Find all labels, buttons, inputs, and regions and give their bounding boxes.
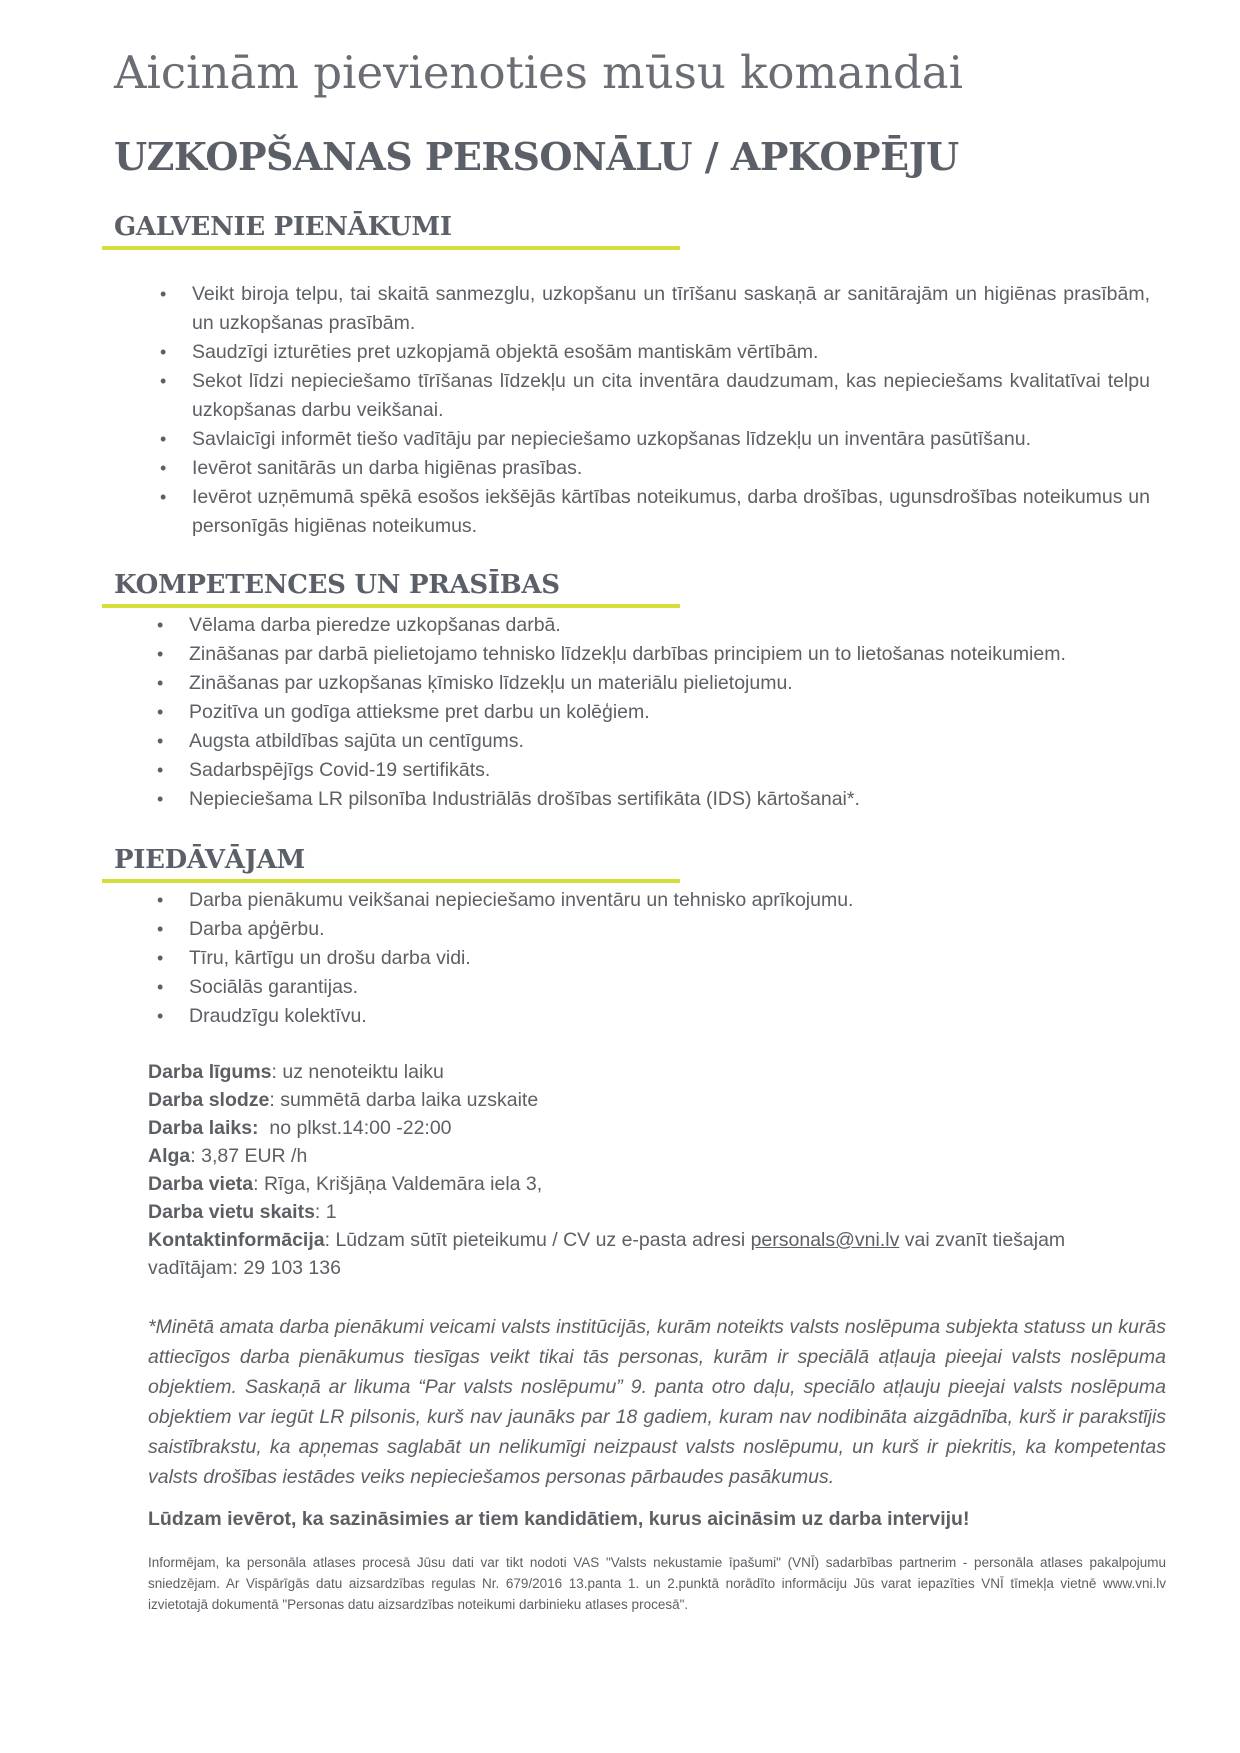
list-item: • Savlaicīgi informēt tiešo vadītāju par nepieciešamo uzkopšanas līdzekļu un inventāra pasūtīšanu. <box>192 425 1150 454</box>
bullet-icon: • <box>160 429 167 449</box>
duties-list <box>160 280 1150 541</box>
list-item: • Darba apģērbu. <box>189 915 1169 944</box>
list-item: • Darba pienākumu veikšanai nepieciešamo inventāru un tehnisko aprīkojumu. <box>189 886 1169 915</box>
bullet-icon: • <box>160 458 167 478</box>
section-divider <box>102 879 680 883</box>
bullet-icon: • <box>157 760 164 780</box>
bullet-icon: • <box>160 371 167 391</box>
footnote: *Minētā amata darba pienākumi veicami valsts institūcijās, kurām noteikts valsts noslēpuma subjekta statuss un kurās attiecīgos darba pienākumus tiesīgas veikt tikai tās personas, kurām ir speciālā atļauja pieejai valsts noslēpuma objektiem. Saskaņā ar likuma “Par valsts noslēpumu” 9. panta otro daļu, speciālo atļauju pieejai valsts noslēpuma objektiem var iegūt LR pilsonis, kurš nav jaunāks par 18 gadiem, kuram nav nodibināta aizgādnība, kurš ir parakstījis saistībrakstu, ka apņemas saglabāt un nelikumīgi neizpaust valsts noslēpumu, un kurš ir piekritis, ka kompetentas valsts drošības iestādes veiks nepieciešamos personas pārbaudes pasākumus. <box>148 1316 1166 1488</box>
bullet-icon: • <box>157 644 164 664</box>
list-item: • Tīru, kārtīgu un drošu darba vidi. <box>189 944 1169 973</box>
list-item: • Ievērot sanitārās un darba higiēnas prasības. <box>192 454 1150 483</box>
list-item: • Sekot līdzi nepieciešamo tīrīšanas līdzekļu un cita inventāra daudzumam, kas nepieciešams kvalitatīvai telpu uzkopšanas darbu veikšanai. <box>192 367 1150 425</box>
detail-place: Darba vieta: Rīga, Krišjāņa Valdemāra iela 3, <box>148 1173 543 1195</box>
bullet-icon: • <box>157 890 164 910</box>
gdpr-notice: Informējam, ka personāla atlases procesā Jūsu dati var tikt nodoti VAS "Valsts nekustamie īpašumi" (VNĪ) sadarbības partnerim - personāla atlases pakalpojumu sniedzējam. Ar Vispārīgās datu aizsardzības regulas Nr. 679/2016 13.panta 1. un 2.punktā norādīto informāciju Jūs varat iepazīties VNĪ tīmekļa vietnē www.vni.lv izvietotajā dokumentā "Personas datu aizsardzības noteikumi darbinieku atlases procesā". <box>148 1555 1166 1612</box>
section-title-requirements: KOMPETENCES UN PRASĪBAS <box>114 570 560 600</box>
detail-contract: Darba līgums: uz nenoteiktu laiku <box>148 1061 444 1083</box>
detail-load: Darba slodze: summētā darba laika uzskaite <box>148 1089 539 1111</box>
detail-hours: Darba laiks: no plkst.14:00 -22:00 <box>148 1117 452 1139</box>
email-link[interactable]: personals@vni.lv <box>750 1229 900 1251</box>
bullet-icon: • <box>160 284 167 304</box>
section-title-duties: GALVENIE PIENĀKUMI <box>114 212 452 242</box>
bullet-icon: • <box>157 948 164 968</box>
list-item: • Saudzīgi izturēties pret uzkopjamā objektā esošām mantiskām vērtībām. <box>192 338 1150 367</box>
list-item: • Zināšanas par darbā pielietojamo tehnisko līdzekļu darbības principiem un to lietošanas noteikumiem. <box>189 640 1169 669</box>
list-item: • Sadarbspējīgs Covid-19 sertifikāts. <box>189 756 1169 785</box>
requirements-list <box>157 611 1169 814</box>
bullet-icon: • <box>160 342 167 362</box>
bullet-icon: • <box>157 977 164 997</box>
list-item: • Sociālās garantijas. <box>189 973 1169 1002</box>
bullet-icon: • <box>157 919 164 939</box>
list-item: • Veikt biroja telpu, tai skaitā sanmezglu, uzkopšanu un tīrīšanu saskaņā ar sanitārajām un higiēnas prasībām, un uzkopšanas prasībām. <box>192 280 1150 338</box>
bullet-icon: • <box>157 789 164 809</box>
job-details <box>148 1058 1148 1282</box>
bullet-icon: • <box>157 1006 164 1026</box>
page-heading: Aicinām pievienoties mūsu komandai <box>114 46 964 99</box>
list-item: • Nepieciešama LR pilsonība Industriālās drošības sertifikāta (IDS) kārtošanai*. <box>189 785 1169 814</box>
detail-count: Darba vietu skaits: 1 <box>148 1201 337 1223</box>
section-title-offer: PIEDĀVĀJAM <box>114 845 305 875</box>
bullet-icon: • <box>157 615 164 635</box>
position-title: UZKOPŠANAS PERSONĀLU / APKOPĒJU <box>114 134 959 179</box>
section-divider <box>102 246 680 250</box>
detail-contact: Kontaktinformācija: Lūdzam sūtīt pieteikumu / CV uz e-pasta adresi personals@vni.lv vai zvanīt tiešajam vadītājam: 29 103 136 <box>148 1229 1066 1279</box>
list-item: • Zināšanas par uzkopšanas ķīmisko līdzekļu un materiālu pielietojumu. <box>189 669 1169 698</box>
bullet-icon: • <box>157 702 164 722</box>
list-item: • Augsta atbildības sajūta un centīgums. <box>189 727 1169 756</box>
bullet-icon: • <box>157 673 164 693</box>
section-divider <box>102 604 680 608</box>
list-item: • Draudzīgu kolektīvu. <box>189 1002 1169 1031</box>
interview-notice: Lūdzam ievērot, ka sazināsimies ar tiem kandidātiem, kurus aicināsim uz darba interviju! <box>148 1508 970 1530</box>
bullet-icon: • <box>160 487 167 507</box>
list-item: • Pozitīva un godīga attieksme pret darbu un kolēģiem. <box>189 698 1169 727</box>
list-item: • Vēlama darba pieredze uzkopšanas darbā. <box>189 611 1169 640</box>
detail-salary: Alga: 3,87 EUR /h <box>148 1145 308 1167</box>
list-item: • Ievērot uzņēmumā spēkā esošos iekšējās kārtības noteikumus, darba drošības, ugunsdrošības noteikumus un personīgās higiēnas noteikumus. <box>192 483 1150 541</box>
offer-list <box>157 886 1169 1031</box>
bullet-icon: • <box>157 731 164 751</box>
